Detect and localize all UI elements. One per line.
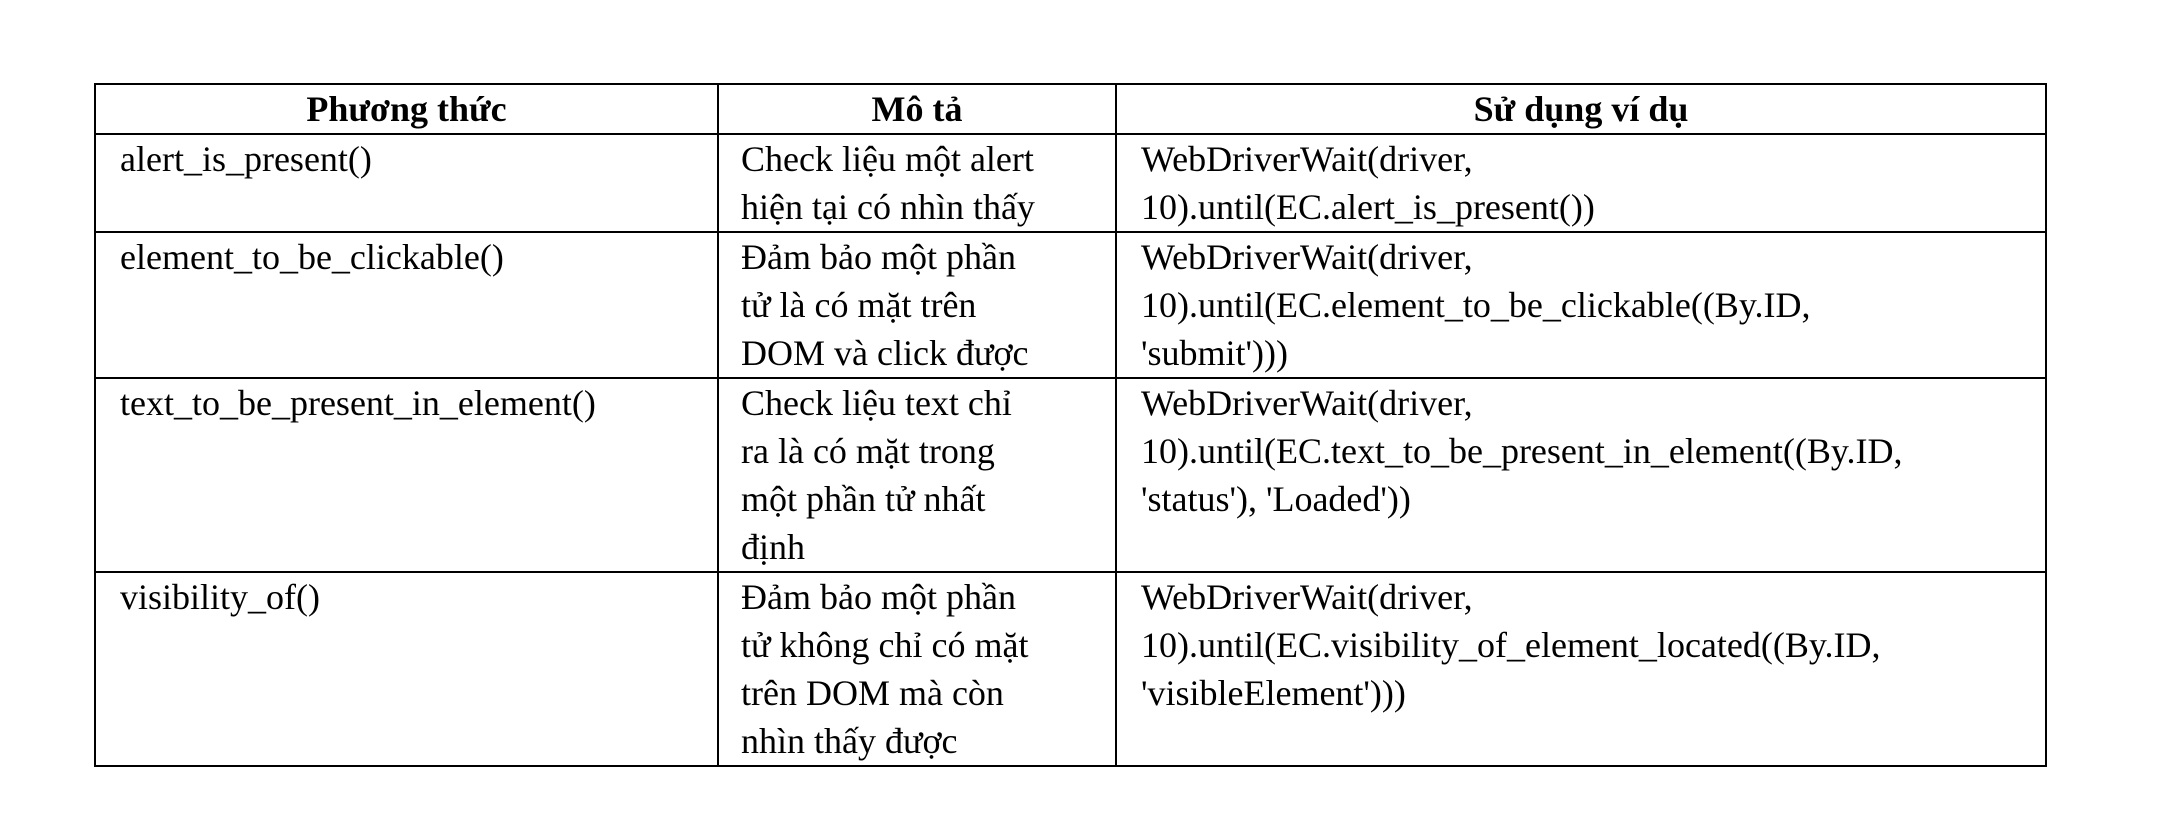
method-cell: element_to_be_clickable() [95,232,718,378]
table-row [95,232,2046,378]
method-cell: text_to_be_present_in_element() [95,378,718,572]
header-example: Sử dụng ví dụ [1116,84,2046,134]
example-cell: WebDriverWait(driver, 10).until(EC.alert_is_present()) [1116,134,2046,232]
header-method: Phương thức [95,84,718,134]
table-row [95,134,2046,232]
description-cell: Đảm bảo một phần tử không chỉ có mặt trên DOM mà còn nhìn thấy được [718,572,1116,766]
example-cell: WebDriverWait(driver, 10).until(EC.element_to_be_clickable((By.ID, 'submit'))) [1116,232,2046,378]
method-cell: alert_is_present() [95,134,718,232]
expected-conditions-table [94,83,2047,767]
example-cell: WebDriverWait(driver, 10).until(EC.text_to_be_present_in_element((By.ID, 'status'), 'Loaded')) [1116,378,2046,572]
table-row [95,572,2046,766]
method-cell: visibility_of() [95,572,718,766]
example-cell: WebDriverWait(driver, 10).until(EC.visibility_of_element_located((By.ID, 'visibleElement'))) [1116,572,2046,766]
description-cell: Đảm bảo một phần tử là có mặt trên DOM và click được [718,232,1116,378]
header-description: Mô tả [718,84,1116,134]
description-cell: Check liệu text chỉ ra là có mặt trong một phần tử nhất định [718,378,1116,572]
table-row [95,378,2046,572]
description-cell: Check liệu một alert hiện tại có nhìn thấy [718,134,1116,232]
table-header-row [95,84,2046,134]
